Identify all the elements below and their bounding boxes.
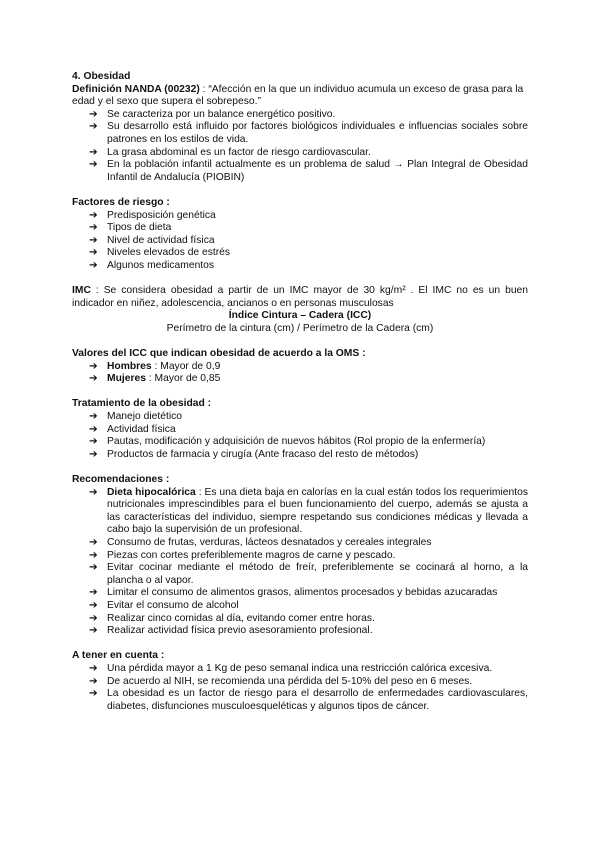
imc-text: : Se considera obesidad a partir de un IMC mayor de 30 kg/m² . El IMC no es un buen indicador en niñez, adolescencia, ancianos o en personas musculosas — [72, 285, 528, 309]
arrow-icon: ➔ — [89, 486, 98, 498]
list-item: ➔ Evitar cocinar mediante el método de freír, preferiblemente se cocinará al horno, a la plancha o al vapor. — [89, 562, 528, 586]
arrow-icon: ➔ — [89, 625, 98, 637]
arrow-icon: ➔ — [89, 448, 98, 460]
list-item: ➔ Dieta hipocalórica : Es una dieta baja en calorías en la cual están todos los requerimientos nutricionales imprescindibles para el buen funcionamiento del cuerpo, además se ajusta a las características del individuo, siempre respetando sus condiciones médicas y llevada a cabo bajo la supervisión de un profesional. — [89, 486, 528, 536]
obesity-section — [72, 71, 528, 184]
arrow-icon: ➔ — [89, 247, 98, 259]
list-item: ➔ Pautas, modificación y adquisición de nuevos hábitos (Rol propio de la enfermería) — [89, 436, 486, 448]
arrow-icon: ➔ — [89, 146, 98, 158]
list-item: ➔ De acuerdo al NIH, se recomienda una pérdida del 5-10% del peso en 6 meses. — [89, 675, 473, 687]
treatment-heading: Tratamiento de la obesidad : — [72, 398, 212, 410]
nanda-label: Definición NANDA (00232) — [72, 83, 200, 95]
list-item: ➔ Una pérdida mayor a 1 Kg de peso semanal indica una restricción calórica excesiva. — [89, 662, 493, 674]
icc-values-section — [72, 348, 528, 386]
arrow-icon: ➔ — [89, 360, 98, 372]
arrow-icon: ➔ — [89, 108, 98, 120]
list-item: ➔ Evitar el consumo de alcohol — [89, 599, 239, 611]
risk-list — [72, 210, 528, 273]
imc-section — [72, 285, 528, 335]
arrow-icon: ➔ — [89, 209, 98, 221]
nanda-list — [72, 109, 528, 185]
arrow-icon: ➔ — [89, 612, 98, 624]
arrow-icon: ➔ — [89, 159, 98, 171]
list-item: ➔ La grasa abdominal es un factor de riesgo cardiovascular. — [89, 146, 371, 158]
arrow-icon: ➔ — [89, 222, 98, 234]
list-item: ➔ Realizar cinco comidas al día, evitando comer entre horas. — [89, 612, 375, 624]
list-item: ➔ Manejo dietético — [89, 411, 182, 423]
notes-section — [72, 650, 528, 713]
imc-paragraph — [72, 285, 528, 310]
list-item: ➔ Predisposición genética — [89, 209, 216, 221]
list-item: ➔ Nivel de actividad física — [89, 234, 215, 246]
icc-values-heading: Valores del ICC que indican obesidad de acuerdo a la OMS : — [72, 348, 366, 360]
notes-list — [72, 663, 528, 713]
recommendations-heading: Recomendaciones : — [72, 474, 170, 485]
recommendations-section — [72, 474, 528, 638]
treatment-section — [72, 398, 528, 461]
arrow-icon: ➔ — [89, 549, 98, 561]
list-item: ➔ Actividad física — [89, 423, 176, 435]
nanda-text: : “Afección en la que un individuo acumula un exceso de grasa para la edad y el sexo que supera el sobrepeso.” — [72, 83, 524, 108]
arrow-icon: ➔ — [89, 599, 98, 611]
list-item: ➔ La obesidad es un factor de riesgo para el desarrollo de enfermedades cardiovasculares, diabetes, disfunciones musculoesqueléticas y algunos tipos de cáncer. — [89, 688, 528, 712]
list-item: ➔ Se caracteriza por un balance energético positivo. — [89, 108, 336, 120]
list-item: ➔ Mujeres : Mayor de 0,85 — [89, 373, 221, 385]
section-title: 4. Obesidad — [72, 71, 131, 82]
icc-formula: Perímetro de la cintura (cm) / Perímetro de la Cadera (cm) — [166, 322, 434, 334]
treatment-list — [72, 411, 528, 461]
list-item: ➔ Realizar actividad física previo asesoramiento profesional. — [89, 625, 373, 637]
arrow-icon: ➔ — [89, 562, 98, 574]
arrow-icon: ➔ — [89, 259, 98, 271]
arrow-icon: ➔ — [89, 675, 98, 687]
arrow-icon: ➔ — [89, 121, 98, 133]
nanda-definition — [72, 84, 528, 109]
list-item: ➔ Niveles elevados de estrés — [89, 247, 231, 259]
list-item: ➔ Limitar el consumo de alimentos grasos, alimentos procesados y bebidas azucaradas — [89, 587, 498, 599]
list-item: ➔ Consumo de frutas, verduras, lácteos desnatados y cereales integrales — [89, 536, 432, 548]
arrow-icon: ➔ — [89, 234, 98, 246]
recommendations-list — [72, 487, 528, 638]
risk-factors-section — [72, 197, 528, 273]
arrow-icon: ➔ — [89, 662, 98, 674]
risk-heading: Factores de riesgo : — [72, 196, 170, 208]
imc-label: IMC — [72, 285, 91, 297]
icc-values-list — [72, 361, 528, 386]
list-item: ➔ Tipos de dieta — [89, 222, 172, 234]
arrow-icon: ➔ — [89, 688, 98, 700]
list-item: ➔ Productos de farmacia y cirugía (Ante fracaso del resto de métodos) — [89, 448, 419, 460]
arrow-icon: ➔ — [89, 373, 98, 385]
notes-heading: A tener en cuenta : — [72, 650, 165, 662]
list-item: ➔ En la población infantil actualmente es un problema de salud → Plan Integral de Obesidad Infantil de Andalucía (PIOBIN) — [89, 159, 528, 183]
arrow-icon: ➔ — [89, 436, 98, 448]
list-item: ➔ Hombres : Mayor de 0,9 — [89, 360, 221, 372]
list-item: ➔ Algunos medicamentos — [89, 259, 215, 271]
arrow-icon: ➔ — [89, 423, 98, 435]
list-item: ➔ Piezas con cortes preferiblemente magros de carne y pescado. — [89, 549, 396, 561]
icc-title: Índice Cintura – Cadera (ICC) — [228, 310, 372, 322]
arrow-icon: ➔ — [89, 587, 98, 599]
arrow-icon: ➔ — [89, 536, 98, 548]
document-page — [72, 71, 528, 713]
list-item: ➔ Su desarrollo está influido por factores biológicos individuales e influencias sociales sobre patrones en los estilos de vida. — [89, 121, 528, 145]
arrow-icon: ➔ — [89, 411, 98, 423]
